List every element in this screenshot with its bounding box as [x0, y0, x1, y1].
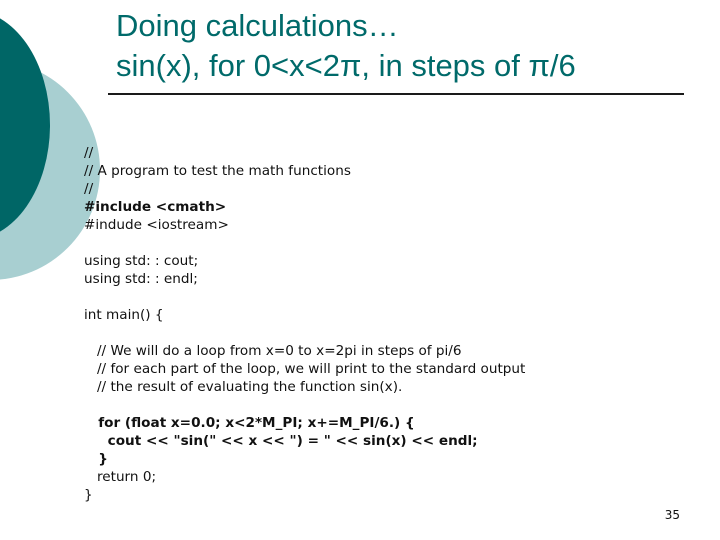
code-blank-line — [84, 324, 704, 342]
code-line: // — [84, 145, 94, 161]
code-line: cout << "sin(" << x << ") = " << sin(x) << endl; — [84, 433, 478, 449]
title-line-2: sin(x), for 0<x<2π, in steps of π/6 — [116, 48, 576, 83]
code-line: // the result of evaluating the function sin(x). — [84, 379, 403, 395]
code-block — [84, 144, 704, 504]
code-line: // — [84, 181, 94, 197]
code-blank-line — [84, 396, 704, 414]
code-line: // for each part of the loop, we will print to the standard output — [84, 361, 526, 377]
slide-title — [116, 6, 706, 86]
code-line: #indude <iostream> — [84, 217, 229, 233]
code-blank-line — [84, 288, 704, 306]
page-number: 35 — [664, 508, 680, 522]
code-line: // We will do a loop from x=0 to x=2pi in steps of pi/6 — [84, 343, 462, 359]
code-line: } — [84, 451, 108, 467]
code-line: } — [84, 487, 93, 503]
code-line: int main() { — [84, 307, 164, 323]
title-line-1: Doing calculations… — [116, 8, 399, 43]
code-line: using std: : endl; — [84, 271, 198, 287]
code-line: for (float x=0.0; x<2*M_PI; x+=M_PI/6.) { — [84, 415, 415, 431]
title-divider — [108, 93, 684, 95]
code-line: // A program to test the math functions — [84, 163, 351, 179]
code-line: return 0; — [84, 469, 157, 485]
code-line: using std: : cout; — [84, 253, 199, 269]
code-blank-line — [84, 234, 704, 252]
code-line: #include <cmath> — [84, 199, 227, 215]
